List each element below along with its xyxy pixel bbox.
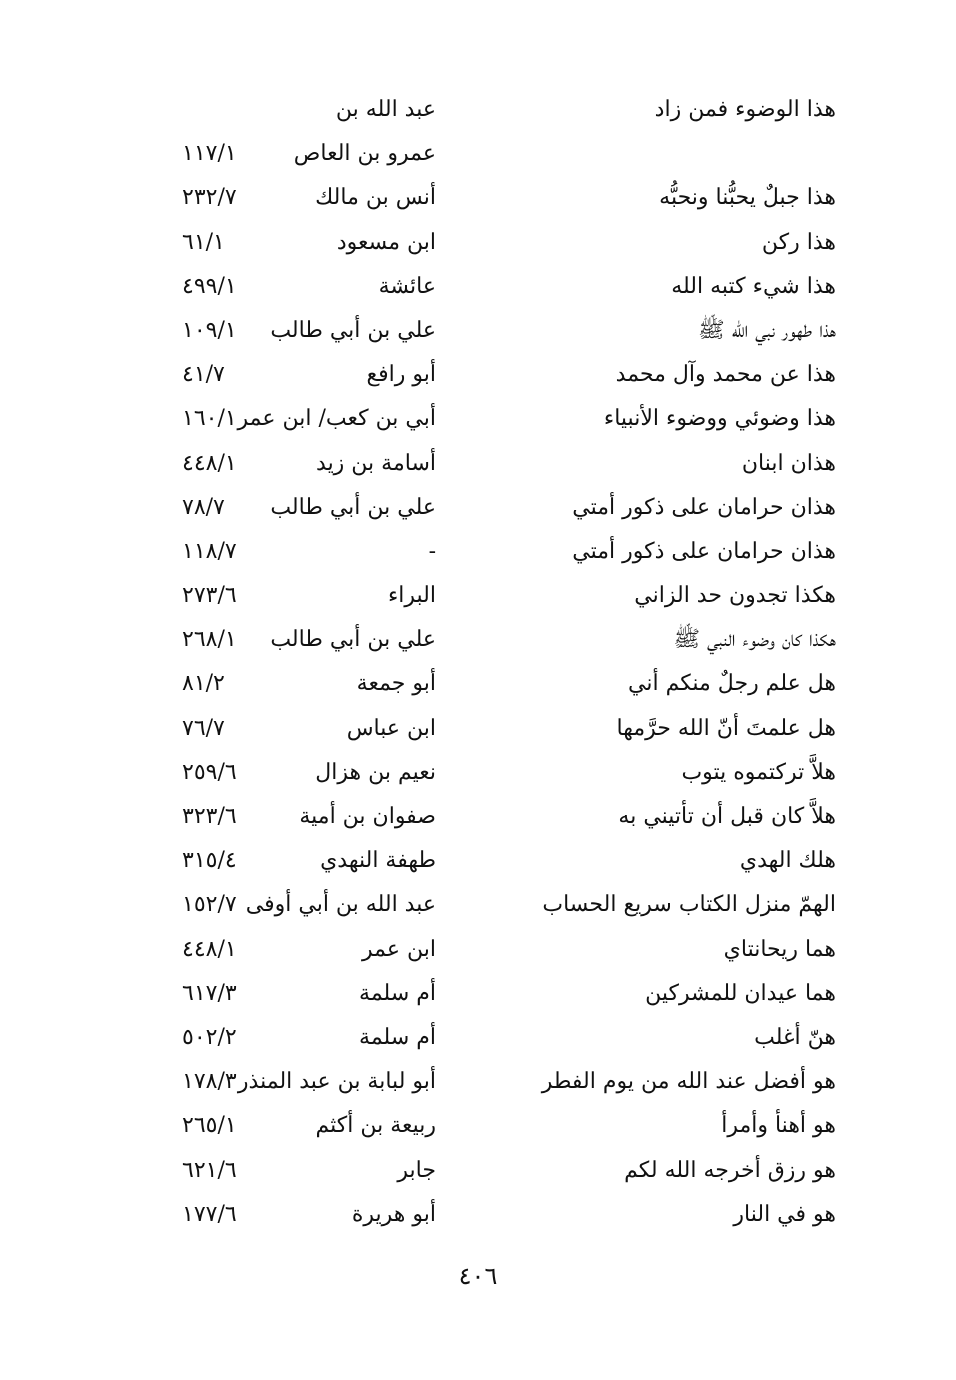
narrator-name: عبد الله بن [335, 97, 436, 122]
volume-page-reference: ٢٦٥/١ [182, 1113, 237, 1139]
hadith-text: الهمّ منزل الكتاب سريع الحساب [542, 892, 836, 918]
index-entry [0, 928, 956, 972]
volume-page-reference: ٧٦/٧ [182, 715, 225, 741]
narrator-name: عمرو بن العاص [293, 141, 436, 167]
narrator-name: - [428, 538, 436, 564]
volume-page-reference: ٢٥٩/٦ [182, 759, 237, 785]
hadith-text: هذا ركن [761, 229, 836, 255]
narrator-name: علي بن أبي طالب [270, 494, 436, 520]
page-number: ٤٠٦ [458, 1262, 498, 1290]
volume-page-reference: ٤٩٩/١ [182, 273, 237, 299]
hadith-text: هذان حرامان على ذكور أمتي [572, 538, 836, 564]
index-entry [0, 751, 956, 795]
hadith-text: هذا الوضوء فمن زاد [654, 97, 836, 122]
volume-page-reference: ١١٧/١ [182, 141, 237, 167]
hadith-text: هما ريحانتاي [723, 936, 836, 962]
narrator-name: أم سلمة [359, 1024, 436, 1050]
narrator-name: أبو لبابة بن عبد المنذر [237, 1069, 436, 1095]
narrator-name: أم سلمة [359, 980, 436, 1006]
volume-page-reference: ٦٢١/٦ [182, 1157, 237, 1183]
narrator-name: البراء [387, 583, 436, 609]
hadith-text: هل علم رجلٌ منكم أني [628, 671, 836, 697]
hadith-text: هذا وضوئي ووضوء الأنبياء [603, 406, 836, 432]
hadith-text: هذا جبلٌ يحبُّنا ونحبُّه [659, 185, 836, 211]
index-entry [0, 1149, 956, 1193]
hadith-text: هكذا كان وضوء النبي ﷺ [673, 627, 836, 653]
narrator-name: عبد الله بن أبي أوفى [245, 892, 436, 918]
volume-page-reference: ٨١/٢ [182, 671, 225, 697]
narrator-name: ابن عمر [362, 936, 436, 962]
volume-page-reference: ١٧٨/٣ [182, 1069, 237, 1095]
index-entry [0, 530, 956, 574]
volume-page-reference: ٤٤٨/١ [182, 936, 237, 962]
narrator-name: علي بن أبي طالب [270, 627, 436, 653]
volume-page-reference: ١٥٢/٧ [182, 892, 237, 918]
index-entry [0, 1104, 956, 1148]
narrator-name: ابن عباس [346, 715, 436, 741]
hadith-text: هو أهنأ وأمرأ [721, 1113, 836, 1139]
index-entry [0, 176, 956, 220]
volume-page-reference: ٤١/٧ [182, 362, 225, 388]
volume-page-reference: ١٧٧/٦ [182, 1201, 237, 1227]
narrator-name: نعيم بن هزال [315, 759, 436, 785]
narrator-name: جابر [397, 1157, 436, 1183]
hadith-text: هلك الهدي [739, 848, 836, 874]
hadith-text: هو في النار [733, 1201, 836, 1227]
index-entry [0, 353, 956, 397]
volume-page-reference: ٢٦٨/١ [182, 627, 237, 653]
index-entry [0, 795, 956, 839]
volume-page-reference: ٤٤٨/١ [182, 450, 237, 476]
index-entry [0, 486, 956, 530]
narrator-name: أسامة بن زيد [316, 450, 436, 476]
index-entry [0, 309, 956, 353]
index-entry [0, 662, 956, 706]
hadith-text: هذا عن محمد وآل محمد [615, 362, 836, 388]
index-entry [0, 265, 956, 309]
volume-page-reference: ٢٧٣/٦ [182, 583, 237, 609]
volume-page-reference: ٦١٧/٣ [182, 980, 237, 1006]
narrator-name: أبو هريرة [351, 1201, 436, 1227]
volume-page-reference: ٣٢٣/٦ [182, 804, 237, 829]
hadith-text: هما عيدان للمشركين [645, 980, 836, 1006]
narrator-name: ربيعة بن أكثم [315, 1113, 436, 1139]
narrator-name: أبي بن كعب/ ابن عمر [237, 406, 436, 432]
narrator-name: علي بن أبي طالب [270, 317, 436, 343]
index-entry [0, 839, 956, 883]
volume-page-reference: ٦١/١ [182, 229, 225, 255]
index-entry [0, 132, 956, 176]
hadith-text: هلاَّ كان قبل أن تأتيني به [618, 804, 836, 829]
hadith-text: هلاَّ تركتموه يتوب [681, 759, 836, 785]
hadith-text: هو أفضل عند الله من يوم الفطر [541, 1069, 836, 1095]
hadith-text: هل علمتَ أنّ الله حرَّمها [616, 715, 836, 741]
index-entry [0, 221, 956, 265]
hadith-text: هذا طهور نبي الله ﷺ [698, 317, 836, 343]
index-entry [0, 1060, 956, 1104]
index-entry [0, 707, 956, 751]
volume-page-reference: ٧٨/٧ [182, 494, 225, 520]
index-entry [0, 618, 956, 662]
hadith-text: هو رزق أخرجه الله لكم [624, 1157, 836, 1183]
volume-page-reference: ٣١٥/٤ [182, 848, 237, 874]
volume-page-reference: ٥٠٢/٢ [182, 1024, 237, 1050]
index-entry [0, 574, 956, 618]
narrator-name: أبو جمعة [356, 671, 436, 697]
hadith-text: هذان ابنان [741, 450, 836, 476]
volume-page-reference: ١١٨/٧ [182, 538, 237, 564]
hadith-index-list [0, 88, 956, 1237]
index-entry [0, 442, 956, 486]
index-entry [0, 397, 956, 441]
narrator-name: أبو رافع [366, 362, 436, 388]
index-entry [0, 88, 956, 132]
narrator-name: عائشة [378, 273, 436, 299]
volume-page-reference: ١٦٠/١ [182, 406, 237, 432]
index-entry [0, 1016, 956, 1060]
hadith-text: هذا شيء كتبه الله [671, 273, 836, 299]
volume-page-reference: ٢٣٢/٧ [182, 185, 237, 211]
narrator-name: أنس بن مالك [315, 185, 436, 211]
narrator-name: ابن مسعود [336, 229, 436, 255]
hadith-text: هنّ أغلب [754, 1024, 836, 1050]
narrator-name: طهفة النهدي [320, 848, 436, 874]
volume-page-reference: ١٠٩/١ [182, 317, 237, 343]
hadith-text: هذان حرامان على ذكور أمتي [572, 494, 836, 520]
index-entry [0, 1193, 956, 1237]
index-entry [0, 972, 956, 1016]
index-entry [0, 883, 956, 927]
narrator-name: صفوان بن أمية [299, 804, 436, 829]
hadith-text: هكذا تجدون حد الزاني [634, 583, 836, 609]
